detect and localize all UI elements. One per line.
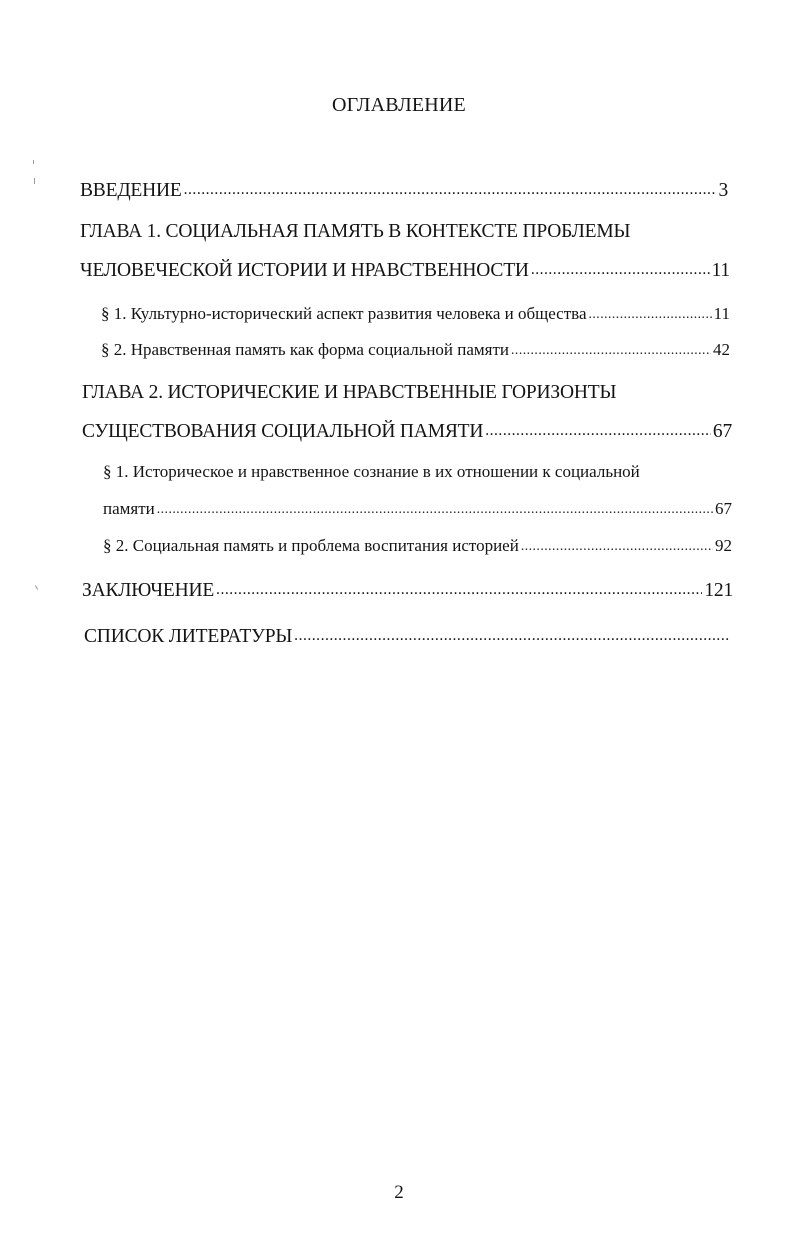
toc-entry-label: ЗАКЛЮЧЕНИЕ [82, 579, 215, 601]
toc-entry-label: СУЩЕСТВОВАНИЯ СОЦИАЛЬНОЙ ПАМЯТИ [82, 420, 484, 442]
toc-entry-label: ВВЕДЕНИЕ [80, 179, 182, 201]
scan-speck [35, 585, 38, 590]
toc-title: ОГЛАВЛЕНИЕ [332, 94, 466, 116]
toc-entry-page: 11 [713, 304, 730, 323]
toc-entry-label: § 2. Нравственная память как форма социальной памяти [101, 340, 510, 359]
toc-entry-chapter2[interactable] [82, 417, 732, 443]
dot-leader [531, 256, 710, 276]
scan-speck [33, 160, 34, 164]
toc-entry-page: 67 [715, 499, 732, 518]
toc-entry-page: 42 [713, 340, 730, 359]
toc-entry-conclusion[interactable] [82, 576, 733, 602]
dot-leader [216, 576, 702, 596]
toc-entry-page: 11 [711, 259, 730, 281]
dot-leader [589, 302, 712, 319]
toc-entry-page: 121 [704, 579, 733, 601]
toc-ch2-sec1-line1[interactable]: § 1. Историческое и нравственное сознание в их отношении к социальной [103, 462, 640, 481]
toc-entry-chapter1[interactable] [80, 256, 730, 282]
toc-entry-references[interactable] [84, 622, 732, 648]
toc-entry-label: ЧЕЛОВЕЧЕСКОЙ ИСТОРИИ И НРАВСТВЕННОСТИ [80, 259, 529, 281]
scan-speck [34, 178, 35, 184]
toc-entry-ch1-sec1[interactable] [101, 302, 730, 324]
toc-entry-page: 92 [715, 536, 732, 555]
page-number: 2 [394, 1182, 404, 1203]
toc-chapter1-title-line1[interactable]: ГЛАВА 1. СОЦИАЛЬНАЯ ПАМЯТЬ В КОНТЕКСТЕ ПРОБЛЕМЫ [80, 221, 631, 242]
dot-leader [157, 497, 713, 514]
toc-entry-ch2-sec1[interactable] [103, 497, 732, 519]
toc-chapter2-title-line1[interactable]: ГЛАВА 2. ИСТОРИЧЕСКИЕ И НРАВСТВЕННЫЕ ГОРИЗОНТЫ [82, 382, 617, 403]
toc-entry-label: § 2. Социальная память и проблема воспитания историей [103, 536, 519, 555]
dot-leader [184, 176, 717, 196]
dot-leader [294, 622, 730, 642]
toc-entry-ch1-sec2[interactable] [101, 338, 730, 360]
dot-leader [521, 534, 713, 551]
toc-entry-label: памяти [103, 499, 155, 518]
toc-entry-page: 3 [718, 179, 728, 201]
toc-entry-page: 67 [712, 420, 732, 442]
dot-leader [485, 417, 711, 437]
dot-leader [511, 338, 711, 355]
toc-entry-label: СПИСОК ЛИТЕРАТУРЫ [84, 625, 293, 647]
toc-entry-label: § 1. Культурно-исторический аспект развития человека и общества [101, 304, 587, 323]
toc-entry-ch2-sec2[interactable] [103, 534, 732, 556]
toc-entry-intro[interactable] [80, 176, 728, 202]
